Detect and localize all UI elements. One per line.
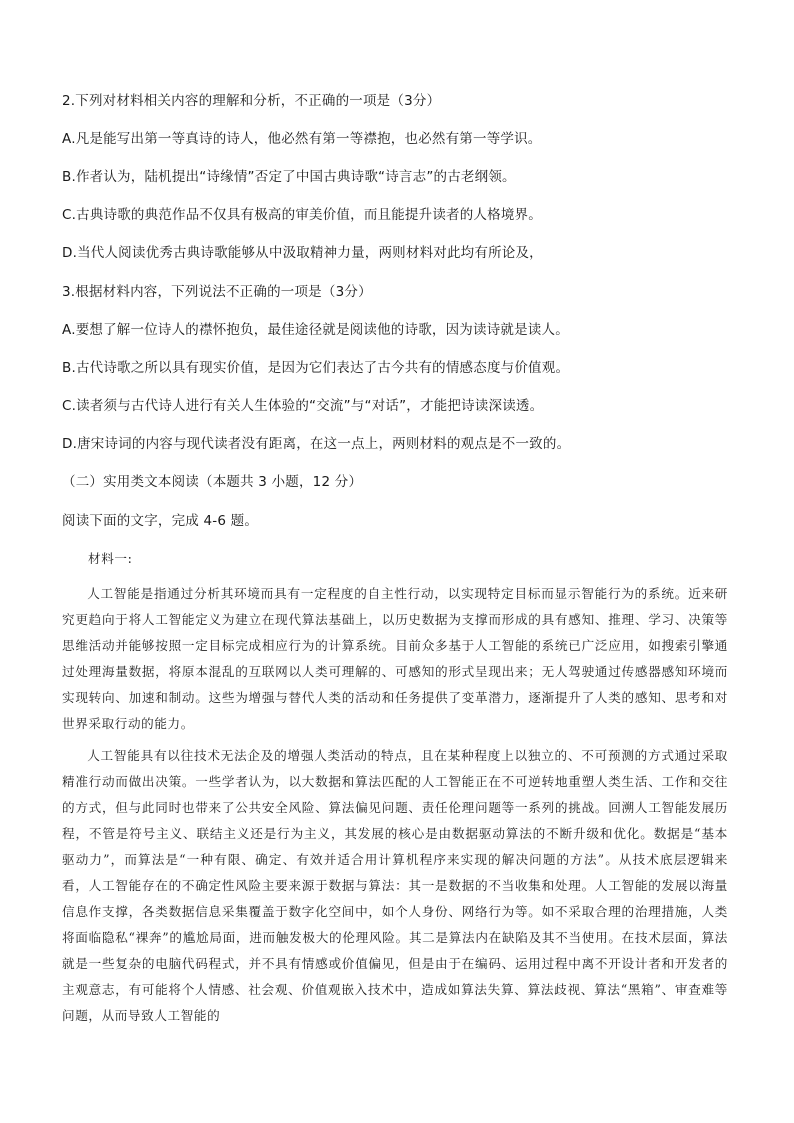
question-3-option-a: A.要想了解一位诗人的襟怀抱负，最佳途径就是阅读他的诗歌，因为读诗就是读人。 — [62, 322, 569, 338]
section-instruction: 阅读下面的文字，完成 4-6 题。 — [62, 513, 259, 529]
question-2-option-a: A.凡是能写出第一等真诗的诗人，他必然有第一等襟抱，也必然有第一等学识。 — [62, 131, 542, 147]
material-title: 材料一: — [88, 551, 133, 566]
question-3-option-d: D.唐宋诗词的内容与现代读者没有距离，在这一点上，两则材料的观点是不一致的。 — [62, 436, 571, 452]
material-paragraph-1: 人工智能是指通过分析其环境而具有一定程度的自主性行动，以实现特定目标而显示智能行为的系统。近来研究更趋向于将人工智能定义为建立在现代算法基础上，以历史数据为支撑而形成的具有感知、推理、学习、决策等思维活动并能够按照一定目标完成相应行为的计算系统。目前众多基于人工智能的系统已广泛应用，如搜索引擎通过处理海量数据，将原本混乱的互联网以人类可理解的、可感知的形式呈现出来；无人驾驶通过传感器感知环境而实现转向、加速和制动。这些为增强与替代人类的活动和任务提供了变革潜力，逐渐提升了人类的感知、思考和对世界采取行动的能力。 — [62, 586, 728, 731]
question-2-option-c: C.古典诗歌的典范作品不仅具有极高的审美价值，而且能提升读者的人格境界。 — [62, 207, 542, 223]
question-3-option-b: B.古代诗歌之所以具有现实价值，是因为它们表达了古今共有的情感态度与价值观。 — [62, 360, 570, 376]
question-3-option-c: C.读者须与古代诗人进行有关人生体验的“交流”与“对话”，才能把诗读深读透。 — [62, 398, 544, 414]
question-2-option-d: D.当代人阅读优秀古典诗歌能够从中汲取精神力量，两则材料对此均有所论及， — [62, 245, 543, 261]
question-2-stem: 2.下列对材料相关内容的理解和分析，不正确的一项是（3分） — [62, 93, 441, 109]
question-2-option-b: B.作者认为，陆机提出“诗缘情”否定了中国古典诗歌“诗言志”的古老纲领。 — [62, 169, 516, 185]
material-paragraph-2: 人工智能具有以往技术无法企及的增强人类活动的特点，且在某种程度上以独立的、不可预测的方式通过采取精准行动而做出决策。一些学者认为，以大数据和算法匹配的人工智能正在不可逆转地重塑人类生活、工作和交往的方式，但与此同时也带来了公共安全风险、算法偏见问题、责任伦理问题等一系列的挑战。回溯人工智能发展历程，不管是符号主义、联结主义还是行为主义，其发展的核心是由数据驱动算法的不断升级和优化。数据是“基本驱动力”，而算法是“一种有限、确定、有效并适合用计算机程序来实现的解决问题的方法”。从技术底层逻辑来看，人工智能存在的不确定性风险主要来源于数据与算法：其一是数据的不当收集和处理。人工智能的发展以海量信息作支撑，各类数据信息采集覆盖于数字化空间中，如个人身份、网络行为等。如不采取合理的治理措施，人类将面临隐私“裸奔”的尴尬局面，进而触发极大的伦理风险。其二是算法内在缺陷及其不当使用。在技术层面，算法就是一些复杂的电脑代码程式，并不具有情感或价值偏见，但是由于在编码、运用过程中离不开设计者和开发者的主观意志，有可能将个人情感、社会观、价值观嵌入技术中，造成如算法失算、算法歧视、算法“黑箱”、审查难等问题，从而导致人工智能的 — [62, 748, 728, 1023]
section-heading: （二）实用类文本阅读（本题共 3 小题，12 分） — [62, 474, 363, 490]
question-3-stem: 3.根据材料内容，下列说法不正确的一项是（3分） — [62, 284, 372, 300]
